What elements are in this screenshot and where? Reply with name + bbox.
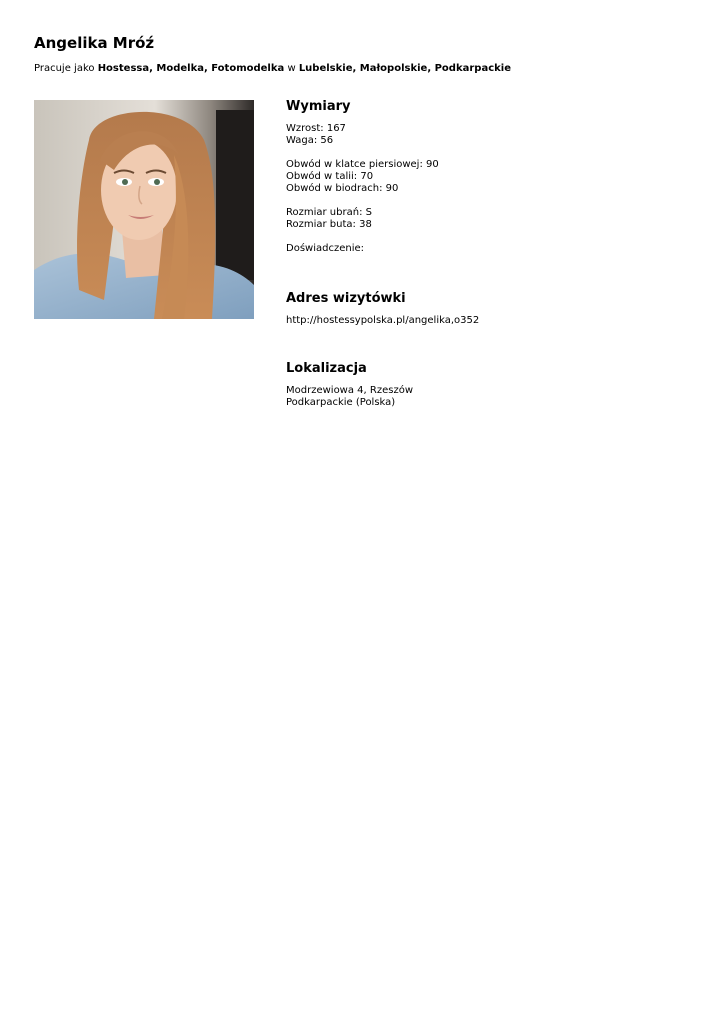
business-card-section (286, 290, 696, 327)
hips-value: Obwód w biodrach: 90 (286, 183, 399, 194)
profile-photo (34, 100, 254, 319)
location-region: Podkarpackie (Polska) (286, 397, 396, 408)
page-title: Angelika Mróź (34, 34, 155, 52)
height-value: Wzrost: 167 (286, 123, 346, 134)
portrait-photo-icon (34, 100, 254, 319)
location-address: Modrzewiowa 4, Rzeszów (286, 385, 413, 396)
business-card-title: Adres wizytówki (286, 291, 406, 306)
weight-value: Waga: 56 (286, 135, 334, 146)
experience-label: Doświadczenie: (286, 243, 364, 254)
regions-list: Lubelskie, Małopolskie, Podkarpackie (298, 63, 511, 74)
waist-value: Obwód w talii: 70 (286, 171, 374, 182)
shoe-size-value: Rozmiar buta: 38 (286, 219, 372, 230)
business-card-url[interactable]: http://hostessypolska.pl/angelika,o352 (286, 315, 480, 326)
works-prefix: Pracuje jako (34, 63, 95, 74)
measurements-title: Wymiary (286, 99, 351, 114)
location-section (286, 360, 696, 409)
roles-list: Hostessa, Modelka, Fotomodelka (97, 63, 285, 74)
clothing-size-value: Rozmiar ubrań: S (286, 207, 372, 218)
in-word: w (287, 63, 296, 74)
location-title: Lokalizacja (286, 361, 367, 376)
chest-value: Obwód w klatce piersiowej: 90 (286, 159, 439, 170)
measurements-section (286, 98, 696, 255)
profile-summary (34, 62, 511, 76)
